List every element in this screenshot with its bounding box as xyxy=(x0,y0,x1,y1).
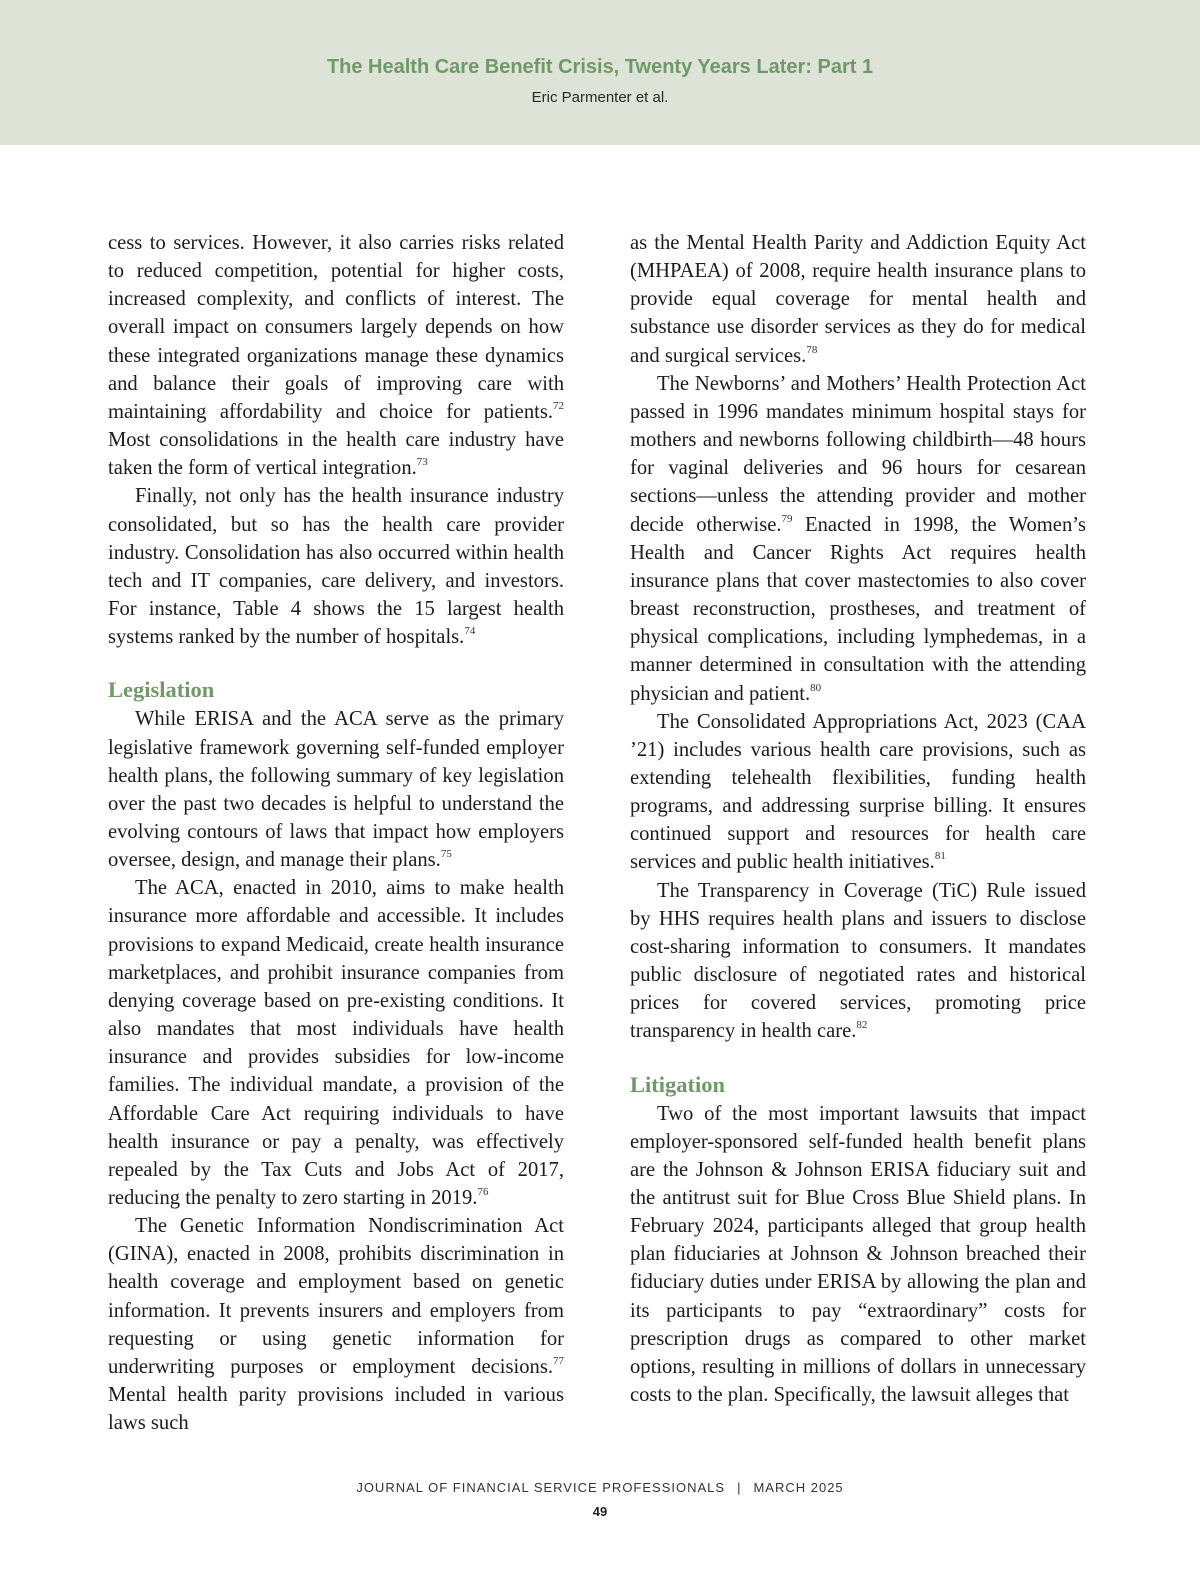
footnote-ref: 74 xyxy=(464,625,476,638)
paragraph xyxy=(630,1100,1086,1410)
page-number: 49 xyxy=(592,1504,608,1519)
paragraph xyxy=(630,877,1086,1046)
paragraph xyxy=(630,229,1086,370)
paragraph xyxy=(630,708,1086,877)
paragraph xyxy=(108,1212,564,1437)
section-heading-litigation: Litigation xyxy=(630,1071,726,1097)
running-footer xyxy=(0,1480,1200,1495)
paragraph-text: While ERISA and the ACA serve as the primary legislative framework governing self-funded employer health plans, the following summary of key legislation over the past two decades is helpful to understand the evolving contours of laws that impact how employers oversee, design, and manage their plans. xyxy=(108,708,564,872)
paragraph-text: The ACA, enacted in 2010, aims to make health insurance more affordable and accessible. It includes provisions to expand Medicaid, create health insurance marketplaces, and prohibit insurance companies from denying coverage based on pre-existing conditions. It also mandates that most individuals have health insurance and provides subsidies for low-income families. The individual mandate, a provision of the Affordable Care Act requiring individuals to have health insurance or pay a penalty, was effectively repealed by the Tax Cuts and Jobs Act of 2017, reducing the penalty to zero starting in 2019. xyxy=(108,877,564,1209)
footer-separator: | xyxy=(737,1480,742,1495)
footnote-ref: 79 xyxy=(781,512,793,525)
footnote-ref: 75 xyxy=(440,848,452,861)
article-title: The Health Care Benefit Crisis, Twenty Years Later: Part 1 xyxy=(326,56,874,78)
paragraph xyxy=(630,370,1086,708)
right-column xyxy=(630,229,1086,1409)
footnote-ref: 76 xyxy=(477,1186,489,1198)
paragraph xyxy=(108,874,564,1212)
paragraph-text: The Genetic Information Nondiscrimination Act (GINA), enacted in 2008, prohibits discrimination in health coverage and employment based on genetic information. It prevents insurers and employers from requesting or using genetic information for underwriting purposes or employment decisions. xyxy=(108,1215,564,1378)
paragraph-text: Enacted in 1998, the Women’s Health and Cancer Rights Act requires health insurance plans that cover mastectomies to also cover breast reconstruction, prostheses, and treatment of physical complications, including lymphedemas, in a manner determined in consultation with the attending physician and patient. xyxy=(630,513,1086,705)
footnote-ref: 82 xyxy=(856,1019,868,1032)
running-header xyxy=(0,0,1200,145)
footnote-ref: 80 xyxy=(810,681,822,694)
footnote-ref: 72 xyxy=(553,399,564,412)
paragraph-text: Finally, not only has the health insurance industry consolidated, but so has the health care provider industry. Consolidation has also occurred within health tech and IT companies, care delivery, and investors. For instance, Table 4 shows the 15 largest health systems ranked by the number of hospitals. xyxy=(108,485,564,649)
paragraph xyxy=(108,482,564,651)
paragraph xyxy=(108,229,564,482)
footnote-ref: 81 xyxy=(934,850,946,863)
paragraph-text: Most consolidations in the health care industry have taken the form of vertical integration. xyxy=(108,429,564,480)
journal-name: JOURNAL OF FINANCIAL SERVICE PROFESSIONALS xyxy=(356,1480,726,1495)
footnote-ref: 73 xyxy=(416,456,428,469)
paragraph-text: cess to services. However, it also carries risks related to reduced competition, potential for higher costs, increased complexity, and conflicts of interest. The overall impact on consumers largely depends on how these integrated organizations manage these dynamics and balance their goals of improving care with maintaining affordability and choice for patients. xyxy=(108,232,564,423)
section-heading-legislation: Legislation xyxy=(108,677,215,703)
footnote-ref: 77 xyxy=(553,1354,564,1367)
paragraph-text: Two of the most important lawsuits that impact employer-sponsored self-funded health benefit plans are the Johnson & Johnson ERISA fiduciary suit and the antitrust suit for Blue Cross Blue Shield plans. In February 2024, participants alleged that group health plan fiduciaries at Johnson & Johnson breached their fiduciary duties under ERISA by allowing the plan and its participants to pay “extraordinary” costs for prescription drugs as compared to other market options, resulting in millions of dollars in unnecessary costs to the plan. Specifically, the lawsuit alleges that xyxy=(630,1102,1086,1407)
paragraph-text: as the Mental Health Parity and Addiction Equity Act (MHPAEA) of 2008, require health insurance plans to provide equal coverage for mental health and substance use disorder services as they do for medical and surgical services. xyxy=(630,232,1086,367)
article-authors: Eric Parmenter et al. xyxy=(531,89,669,106)
footnote-ref: 78 xyxy=(806,343,818,356)
paragraph xyxy=(108,705,564,874)
paragraph-text: Mental health parity provisions included in various laws such xyxy=(108,1384,564,1435)
paragraph-text: The Consolidated Appropriations Act, 2023 (CAA ’21) includes various health care provisions, such as extending telehealth flexibilities, funding health programs, and addressing surprise billing. It ensures continued support and resources for health care services and public health initiatives. xyxy=(630,710,1086,874)
left-column xyxy=(108,229,564,1437)
paragraph-text: The Transparency in Coverage (TiC) Rule issued by HHS requires health plans and issuers to disclose cost-sharing information to consumers. It mandates public disclosure of negotiated rates and historical prices for covered services, promoting price transparency in health care. xyxy=(630,879,1086,1043)
issue-date: MARCH 2025 xyxy=(753,1480,844,1495)
paragraph-text: The Newborns’ and Mothers’ Health Protection Act passed in 1996 mandates minimum hospital stays for mothers and newborns following childbirth—48 hours for vaginal deliveries and 96 hours for cesarean sections—unless the attending provider and mother decide otherwise. xyxy=(630,372,1086,536)
